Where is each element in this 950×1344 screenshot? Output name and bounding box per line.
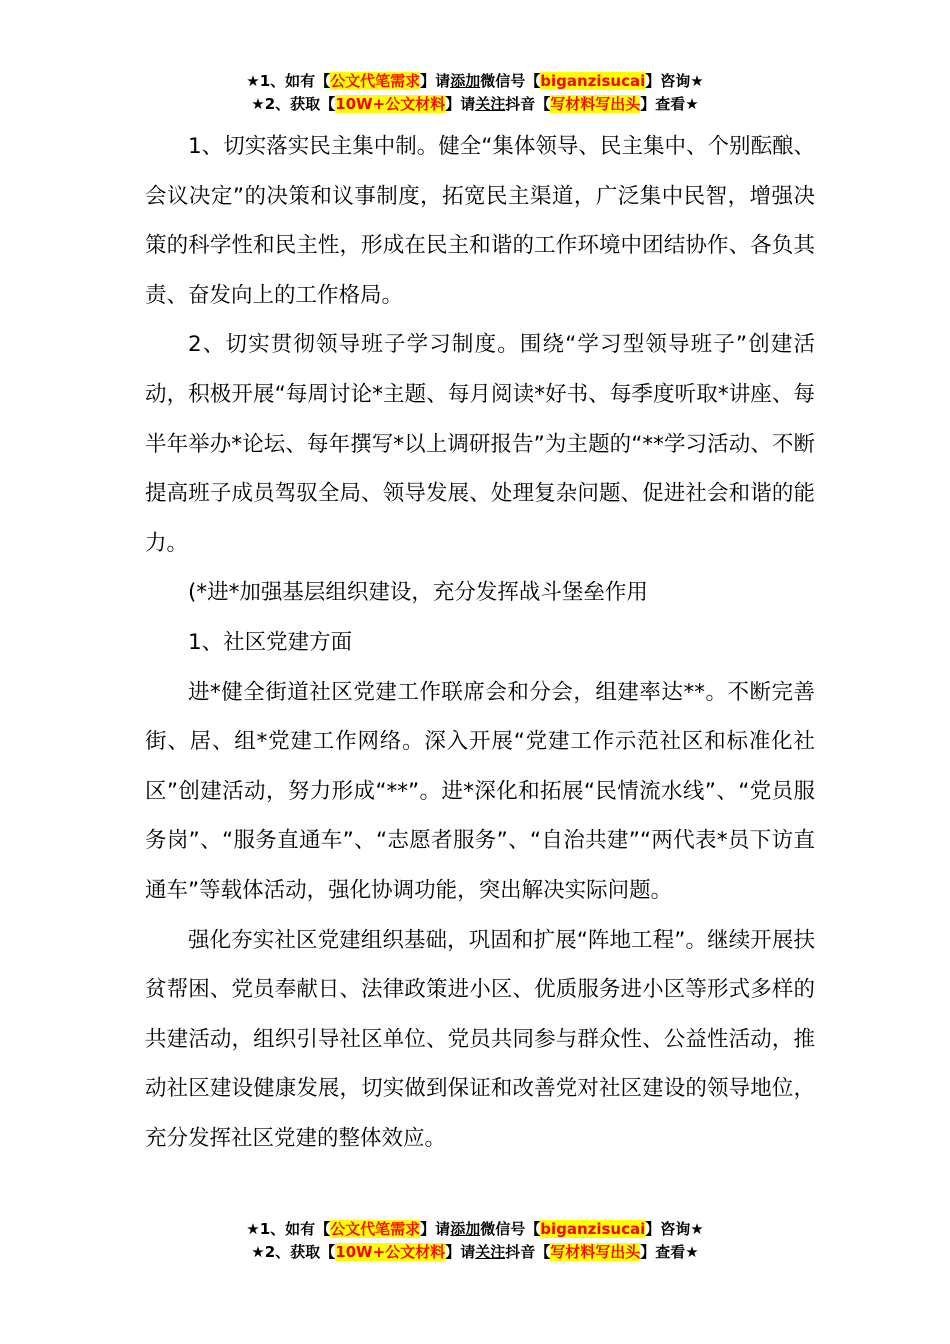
banner-text: 微信号【 xyxy=(480,1220,541,1238)
banner-line-2 xyxy=(0,1241,950,1264)
bottom-banner xyxy=(0,1218,950,1264)
paragraph: 1、社区党建方面 xyxy=(188,629,353,655)
document-body xyxy=(145,122,815,1163)
banner-text: ★2、获取【 xyxy=(251,1243,336,1261)
banner-text: 】请 xyxy=(445,95,476,113)
banner-line-1 xyxy=(0,1218,950,1241)
banner-underline-text: 关注 xyxy=(475,95,506,113)
paragraph: 进*健全街道社区党建工作联席会和分会，组建率达**。不断完善街、居、组*党建工作网络。深入开展“党建工作示范社区和标准化社区”创建活动，努力形成“**”。进*深化和拓展“民情流水线”、“党员服务岗”、“服务直通车”、“志愿者服务”、“自治共建”“两代表*员下访直通车”等载体活动，强化协调功能，突出解决实际问题。 xyxy=(145,679,815,903)
paragraph: 1、切实落实民主集中制。健全“集体领导、民主集中、个别酝酿、会议决定”的决策和议事制度，拓宽民主渠道，广泛集中民智，增强决策的科学性和民主性，形成在民主和谐的工作环境中团结协作、各负其责、奋发向上的工作格局。 xyxy=(145,134,815,308)
banner-underline-text: 添加 xyxy=(450,1220,481,1238)
banner-text: 微信号【 xyxy=(480,72,541,90)
banner-highlight: biganzisucai xyxy=(540,72,646,90)
banner-line-2 xyxy=(0,93,950,116)
top-banner xyxy=(0,70,950,116)
banner-text: 】查看★ xyxy=(640,95,699,113)
banner-text: 】咨询★ xyxy=(645,1220,704,1238)
banner-highlight: 写材料写出头 xyxy=(550,1243,641,1261)
banner-highlight: biganzisucai xyxy=(540,1220,646,1238)
banner-highlight: 10W+公文材料 xyxy=(335,95,446,113)
banner-text: 】查看★ xyxy=(640,1243,699,1261)
banner-highlight: 10W+公文材料 xyxy=(335,1243,446,1261)
banner-text: ★2、获取【 xyxy=(251,95,336,113)
banner-text: 抖音【 xyxy=(505,1243,551,1261)
banner-highlight: 公文代笔需求 xyxy=(330,1220,421,1238)
banner-underline-text: 添加 xyxy=(450,72,481,90)
paragraph: (*进*加强基层组织建设，充分发挥战斗堡垒作用 xyxy=(188,580,648,606)
banner-text: 抖音【 xyxy=(505,95,551,113)
banner-text: ★1、如有【 xyxy=(246,72,331,90)
banner-highlight: 公文代笔需求 xyxy=(330,72,421,90)
banner-text: ★1、如有【 xyxy=(246,1220,331,1238)
banner-text: 】请 xyxy=(445,1243,476,1261)
banner-text: 】请 xyxy=(420,72,451,90)
banner-text: 】咨询★ xyxy=(645,72,704,90)
banner-highlight: 写材料写出头 xyxy=(550,95,641,113)
paragraph: 强化夯实社区党建组织基础，巩固和扩展“阵地工程”。继续开展扶贫帮困、党员奉献日、法律政策进小区、优质服务进小区等形式多样的共建活动，组织引导社区单位、党员共同参与群众性、公益性活动，推动社区建设健康发展，切实做到保证和改善党对社区建设的领导地位，充分发挥社区党建的整体效应。 xyxy=(145,927,815,1151)
banner-underline-text: 关注 xyxy=(475,1243,506,1261)
banner-line-1 xyxy=(0,70,950,93)
banner-text: 】请 xyxy=(420,1220,451,1238)
paragraph: 2、切实贯彻领导班子学习制度。围绕“学习型领导班子”创建活动，积极开展“每周讨论*主题、每月阅读*好书、每季度听取*讲座、每半年举办*论坛、每年撰写*以上调研报告”为主题的“**学习活动、不断提高班子成员驾驭全局、领导发展、处理复杂问题、促进社会和谐的能力。 xyxy=(145,332,815,556)
